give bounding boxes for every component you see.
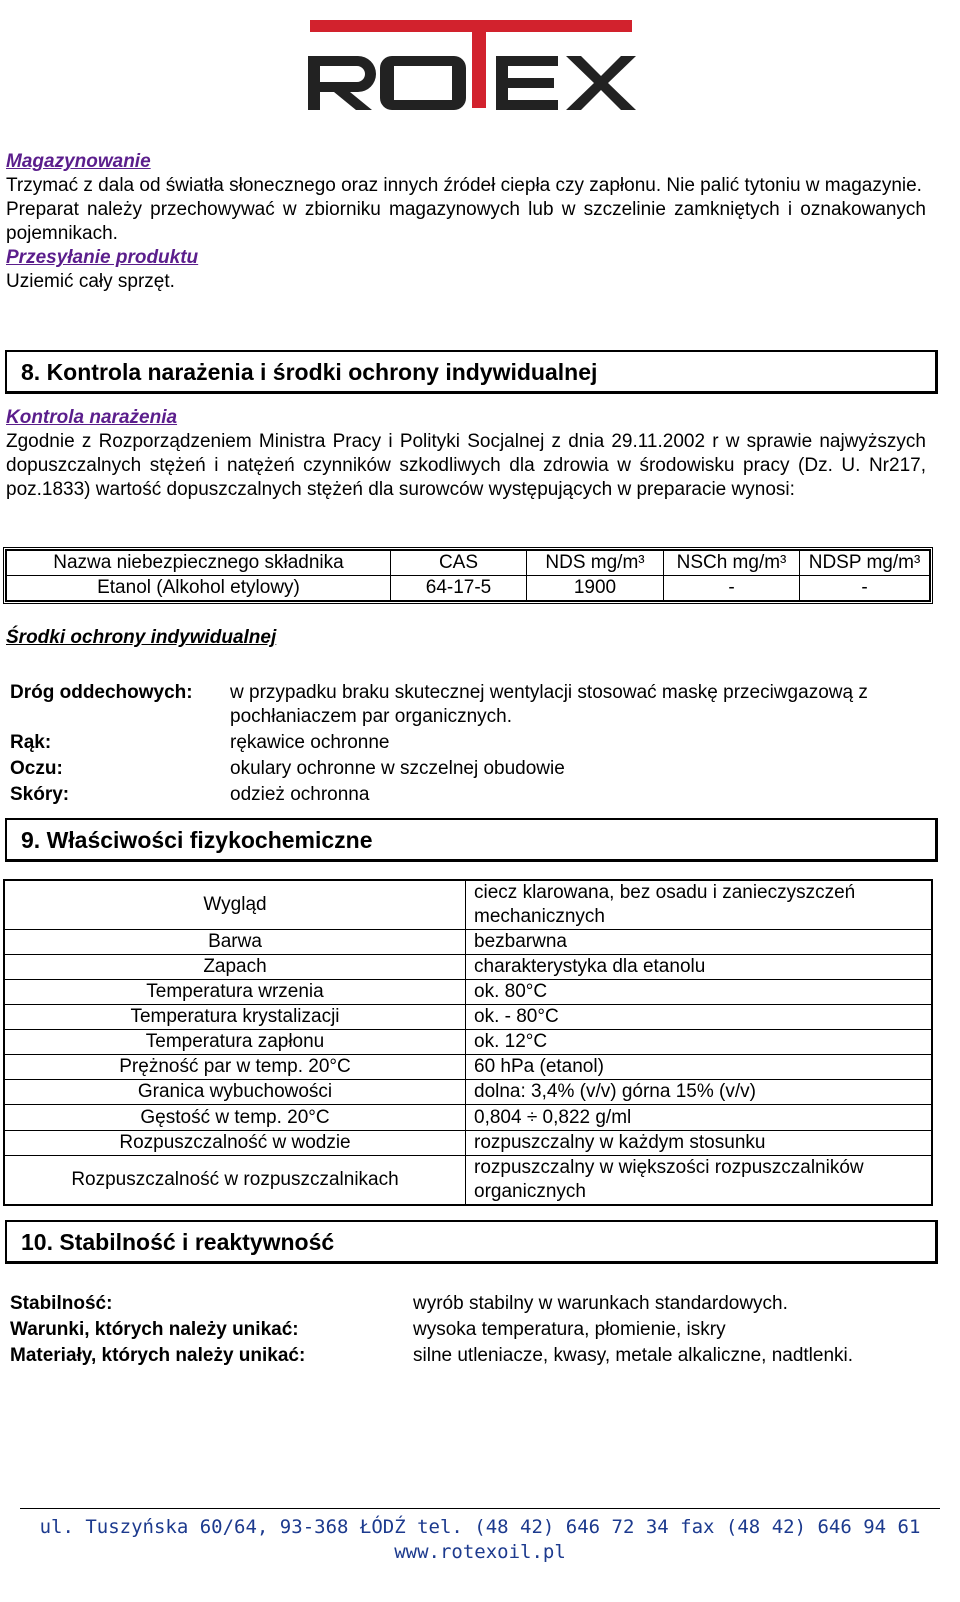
property-name: Rozpuszczalność w wodzie	[4, 1131, 466, 1156]
ppe-value: rękawice ochronne	[230, 732, 390, 753]
table-cell: 64-17-5	[391, 576, 527, 601]
table-row	[4, 980, 932, 1005]
stability-list	[10, 1292, 930, 1370]
header-cell: CAS	[391, 551, 527, 576]
ppe-value: w przypadku braku skutecznej wentylacji stosować maskę przeciwgazową z pochłaniaczem par organicznych.	[230, 682, 868, 727]
property-value: 0,804 ÷ 0,822 g/ml	[466, 1105, 933, 1131]
storage-paragraph-2: Preparat należy przechowywać w zbiorniku magazynowych lub w szczelinie zamkniętych i oznakowanych pojemnikach.	[6, 199, 926, 244]
section-10-title-text: 10. Stabilność i reaktywność	[21, 1229, 335, 1255]
ppe-label: Skóry:	[10, 784, 70, 805]
property-value: ciecz klarowana, bez osadu i zanieczyszczeń mechanicznych	[466, 880, 933, 930]
property-name: Temperatura wrzenia	[4, 980, 466, 1005]
ppe-item	[10, 783, 930, 807]
stability-value: wysoka temperatura, płomienie, iskry	[413, 1319, 726, 1340]
table-cell: -	[664, 576, 800, 601]
ppe-heading: Środki ochrony indywidualnej	[6, 627, 277, 648]
ppe-item	[10, 681, 930, 729]
section-9-title-text: 9. Właściwości fizykochemiczne	[21, 827, 373, 853]
table-row	[4, 930, 932, 955]
property-name: Gęstość w temp. 20°C	[4, 1105, 466, 1131]
stability-label: Stabilność:	[10, 1293, 113, 1314]
exposure-heading: Kontrola narażenia	[6, 407, 178, 428]
property-value: rozpuszczalny w większości rozpuszczalników organicznych	[466, 1156, 933, 1206]
table-cell: Etanol (Alkohol etylowy)	[7, 576, 391, 601]
table-cell: -	[800, 576, 930, 601]
table-row	[4, 1156, 932, 1206]
section-8-title-text: 8. Kontrola narażenia i środki ochrony indywidualnej	[21, 359, 598, 385]
property-name: Prężność par w temp. 20°C	[4, 1055, 466, 1080]
stability-item	[10, 1292, 930, 1318]
table-row	[4, 1030, 932, 1055]
table-cell: 1900	[527, 576, 664, 601]
ppe-item	[10, 757, 930, 781]
ppe-value: odzież ochronna	[230, 784, 370, 805]
property-name: Temperatura krystalizacji	[4, 1005, 466, 1030]
section-8-title	[5, 350, 938, 394]
ppe-label: Rąk:	[10, 732, 52, 753]
table-row	[7, 576, 930, 601]
stability-value: wyrób stabilny w warunkach standardowych.	[413, 1293, 788, 1314]
property-name: Wygląd	[4, 880, 466, 930]
stability-value: silne utleniacze, kwasy, metale alkaliczne, nadtlenki.	[413, 1345, 854, 1366]
exposure-block	[6, 406, 926, 502]
rotex-logo-graphic	[300, 14, 640, 119]
stability-item	[10, 1318, 930, 1344]
property-name: Granica wybuchowości	[4, 1080, 466, 1105]
header-cell: NDS mg/m³	[527, 551, 664, 576]
property-value: ok. 12°C	[466, 1030, 933, 1055]
storage-heading: Magazynowanie	[6, 151, 151, 172]
stability-item	[10, 1344, 930, 1370]
header-cell: NDSP mg/m³	[800, 551, 930, 576]
ppe-label: Oczu:	[10, 758, 63, 779]
property-value: ok. - 80°C	[466, 1005, 933, 1030]
footer-website[interactable]: www.rotexoil.pl	[394, 1541, 566, 1563]
ppe-list	[10, 681, 930, 807]
table-row	[4, 1080, 932, 1105]
property-name: Barwa	[4, 930, 466, 955]
table-row	[4, 1105, 932, 1131]
transport-text: Uziemić cały sprzęt.	[6, 271, 175, 292]
property-name: Zapach	[4, 955, 466, 980]
property-value: dolna: 3,4% (v/v) górna 15% (v/v)	[466, 1080, 933, 1105]
property-name: Temperatura zapłonu	[4, 1030, 466, 1055]
property-value: charakterystyka dla etanolu	[466, 955, 933, 980]
exposure-text: Zgodnie z Rozporządzeniem Ministra Pracy i Polityki Socjalnej z dnia 29.11.2002 r w sprawie najwyższych dopuszczalnych stężeń i natężeń czynników szkodliwych dla zdrowia w środowisku pracy (Dz. U. Nr217, poz.1833) wartość dopuszczalnych stężeń dla surowców występujących w preparacie wynosi:	[6, 431, 926, 500]
ppe-value: okulary ochronne w szczelnej obudowie	[230, 758, 565, 779]
table-row	[4, 1131, 932, 1156]
stability-label: Materiały, których należy unikać:	[10, 1345, 306, 1366]
storage-section	[6, 150, 926, 294]
footer-address: ul. Tuszyńska 60/64, 93-368 ŁÓDŹ tel. (48 42) 646 72 34 fax (48 42) 646 94 61	[39, 1516, 921, 1538]
table-row	[4, 880, 932, 930]
ppe-label: Dróg oddechowych:	[10, 682, 193, 703]
exposure-table	[3, 547, 933, 604]
property-name: Rozpuszczalność w rozpuszczalnikach	[4, 1156, 466, 1206]
footer-divider	[20, 1508, 940, 1509]
property-value: bezbarwna	[466, 930, 933, 955]
table-row	[4, 955, 932, 980]
property-value: rozpuszczalny w każdym stosunku	[466, 1131, 933, 1156]
table-row	[4, 1055, 932, 1080]
exposure-table-header	[7, 551, 930, 576]
table-row	[4, 1005, 932, 1030]
properties-table	[3, 879, 933, 1206]
header-cell: NSCh mg/m³	[664, 551, 800, 576]
transport-heading: Przesyłanie produktu	[6, 247, 199, 268]
stability-label: Warunki, których należy unikać:	[10, 1319, 299, 1340]
property-value: 60 hPa (etanol)	[466, 1055, 933, 1080]
header-cell: Nazwa niebezpiecznego składnika	[7, 551, 391, 576]
rotex-logo	[300, 14, 640, 119]
ppe-item	[10, 731, 930, 755]
section-10-title	[5, 1220, 938, 1264]
storage-paragraph-1: Trzymać z dala od światła słonecznego oraz innych źródeł ciepła czy zapłonu. Nie palić tytoniu w magazynie.	[6, 175, 922, 196]
section-9-title	[5, 818, 938, 862]
property-value: ok. 80°C	[466, 980, 933, 1005]
